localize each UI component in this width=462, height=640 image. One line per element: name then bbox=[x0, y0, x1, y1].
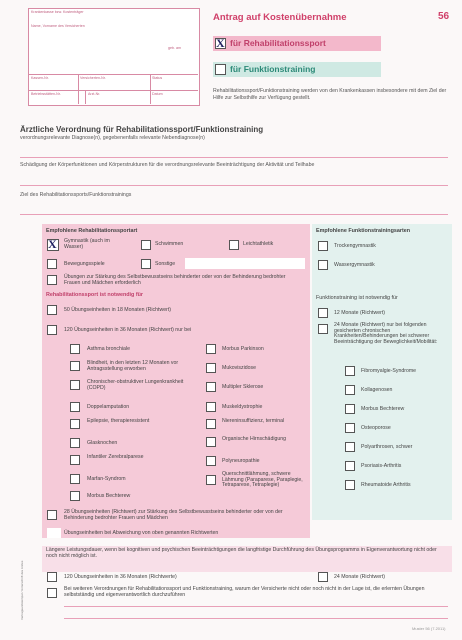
reha-heading: Empfohlene Rehabilitationssportart bbox=[46, 228, 138, 234]
gymnastik-checkbox[interactable] bbox=[47, 239, 59, 251]
kassen-nr-label: Kassen-Nr. bbox=[31, 76, 49, 80]
cond-mid-label: Organische Hirnschädigung bbox=[222, 436, 287, 442]
opt24b-label: 24 Monate (Richtwert) bbox=[334, 574, 386, 580]
cond-left-label: Glasknochen bbox=[87, 440, 118, 446]
betriebsstaetten-label: Betriebsstätten-Nr. bbox=[31, 92, 61, 96]
opt50-label: 50 Übungseinheiten in 18 Monaten (Richtwert) bbox=[64, 307, 171, 313]
opt24-label: 24 Monate (Richtwert) nur bei folgenden gesicherten chronischen Krankheiten/Behinderungen bei schwerer Beeinträchtigung der Beweglichkeit/Mobilität: bbox=[334, 322, 438, 345]
name-label: Name, Vorname des Versicherten bbox=[31, 24, 85, 28]
cond-mid-checkbox[interactable] bbox=[206, 402, 216, 412]
sonstige-input[interactable] bbox=[185, 258, 305, 269]
uebungen-label: Übungen zur Stärkung des Selbstbewusstseins behinderter oder von der Behinderung bedrohter Frauen und Mädchen erforderlich bbox=[64, 274, 286, 286]
trocken-label: Trockengymnastik bbox=[334, 243, 376, 249]
cond-mid-label: Querschnittlähmung, schwere Lähmung (Paraparese, Paraplegie, Tetraparese, Tetraplegie) bbox=[222, 471, 303, 489]
opt120b-checkbox[interactable] bbox=[47, 572, 57, 582]
opt24-checkbox[interactable] bbox=[318, 324, 328, 334]
cond-left-label: Doppelamputation bbox=[87, 404, 130, 410]
leichtathletik-checkbox[interactable] bbox=[229, 240, 239, 250]
gymnastik-label: Gymnastik (auch im Wasser) bbox=[64, 238, 110, 250]
cond-mid-checkbox[interactable] bbox=[206, 382, 216, 392]
wasser-label: Wassergymnastik bbox=[334, 262, 375, 268]
funktion-cond-label: Osteoporose bbox=[361, 425, 391, 431]
opt120b-label: 120 Übungseinheiten in 36 Monaten (Richtwerte) bbox=[64, 574, 177, 580]
cond-left-checkbox[interactable] bbox=[70, 344, 80, 354]
funktion-cond-checkbox[interactable] bbox=[345, 404, 355, 414]
funktion-notwendig: Funktionstraining ist notwendig für bbox=[316, 295, 398, 301]
funktion-cond-label: Kollagenosen bbox=[361, 387, 393, 393]
funktion-heading: Empfohlene Funktionstrainingsarten bbox=[316, 228, 411, 234]
diagnosis-label: verordnungsrelevante Diagnose(n), gegebenenfalls relevante Nebendiagnose(n) bbox=[20, 135, 205, 141]
funktion-cond-checkbox[interactable] bbox=[345, 366, 355, 376]
option-note: Rehabilitationssport/Funktionstraining werden von den Krankenkassen insbesondere mit dem Ziel der Hilfe zur Selbsthilfe zur Verfügung gestellt. bbox=[213, 88, 447, 101]
uebungen28-checkbox[interactable] bbox=[47, 510, 57, 520]
uebungen-checkbox[interactable] bbox=[47, 275, 57, 285]
cond-mid-checkbox[interactable] bbox=[206, 437, 216, 447]
status-label: Status bbox=[152, 76, 163, 80]
cond-left-label: Morbus Bechterew bbox=[87, 493, 131, 499]
cond-mid-checkbox[interactable] bbox=[206, 475, 216, 485]
verordnung-heading: Ärztliche Verordnung für Rehabilitationssport/Funktionstraining bbox=[20, 125, 264, 134]
cond-left-checkbox[interactable] bbox=[70, 491, 80, 501]
reha-notwendig: Rehabilitationssport ist notwendig für bbox=[46, 292, 144, 298]
trocken-checkbox[interactable] bbox=[318, 241, 328, 251]
funktion-cond-label: Psoriasis-Arthritis bbox=[361, 463, 402, 469]
laengere-label: Längere Leistungsdauer, wenn bei kognitiven und psychischen Beeinträchtigungen die langfristige Durchführung des Übungsprogramms in Eigenverantwortung nicht oder noch nicht möglich ist. bbox=[46, 547, 437, 559]
abweichung-input[interactable] bbox=[47, 528, 61, 538]
form-footer: Muster 56 (7.2011) bbox=[412, 626, 446, 631]
cond-mid-label: Mukoviszidose bbox=[222, 365, 257, 371]
funktion-cond-label: Rheumatoide Arthritis bbox=[361, 482, 411, 488]
opt120-label: 120 Übungseinheiten in 36 Monaten (Richtwert) nur bei bbox=[64, 327, 192, 333]
reha-checkbox[interactable] bbox=[215, 38, 226, 49]
cond-left-checkbox[interactable] bbox=[70, 474, 80, 484]
schwimmen-label: Schwimmen bbox=[155, 241, 184, 247]
side-text: Vertragsarztstempel / Unterschrift des Arztes bbox=[20, 560, 24, 620]
krankenkasse-label: Krankenkasse bzw. Kostenträger bbox=[31, 10, 84, 14]
cond-mid-checkbox[interactable] bbox=[206, 419, 216, 429]
cond-left-label: Epilepsie, therapieresistent bbox=[87, 418, 150, 424]
bewegungsspiele-label: Bewegungsspiele bbox=[64, 261, 105, 267]
geb-label: geb. am bbox=[168, 46, 181, 50]
opt24b-checkbox[interactable] bbox=[318, 572, 328, 582]
funktion-cond-checkbox[interactable] bbox=[345, 461, 355, 471]
opt120-checkbox[interactable] bbox=[47, 325, 57, 335]
cond-left-checkbox[interactable] bbox=[70, 361, 80, 371]
opt50-checkbox[interactable] bbox=[47, 305, 57, 315]
weiteren-checkbox[interactable] bbox=[47, 588, 57, 598]
sonstige-checkbox[interactable] bbox=[141, 259, 151, 269]
schwimmen-checkbox[interactable] bbox=[141, 240, 151, 250]
funktion-cond-checkbox[interactable] bbox=[345, 442, 355, 452]
cond-left-checkbox[interactable] bbox=[70, 455, 80, 465]
cond-left-label: Infantiler Zerebralparese bbox=[87, 454, 144, 460]
schaedigung-label: Schädigung der Körperfunktionen und Körperstrukturen für die verordnungsrelevante Beeinträchtigung der Aktivität und Teilhabe bbox=[20, 162, 315, 168]
cond-left-label: Chronischer-obstruktiver Lungenkrankheit (COPD) bbox=[87, 379, 184, 391]
cond-mid-label: Polyneuropathie bbox=[222, 458, 260, 464]
ziel-label: Ziel des Rehabilitationssports/Funktionstrainings bbox=[20, 192, 132, 198]
funktion-cond-checkbox[interactable] bbox=[345, 385, 355, 395]
cond-mid-label: Morbus Parkinson bbox=[222, 346, 264, 352]
cond-left-label: Marfan-Syndrom bbox=[87, 476, 126, 482]
cond-left-label: Blindheit, in den letzten 12 Monaten vor Antragsstellung erworben bbox=[87, 360, 179, 372]
wasser-checkbox[interactable] bbox=[318, 260, 328, 270]
cond-mid-label: Multipler Sklerose bbox=[222, 384, 264, 390]
cond-mid-checkbox[interactable] bbox=[206, 456, 216, 466]
funktion-option-label: für Funktionstraining bbox=[230, 64, 316, 74]
funktion-cond-label: Morbus Bechterew bbox=[361, 406, 405, 412]
cond-mid-checkbox[interactable] bbox=[206, 344, 216, 354]
cond-left-label: Asthma bronchiale bbox=[87, 346, 130, 352]
arzt-nr-label: Arzt-Nr. bbox=[88, 92, 101, 96]
form-number: 56 bbox=[438, 11, 450, 22]
bewegungsspiele-checkbox[interactable] bbox=[47, 259, 57, 269]
opt12-checkbox[interactable] bbox=[318, 308, 328, 318]
abweichung-label: Übungseinheiten bei Abweichung von oben genannten Richtwerten bbox=[64, 530, 219, 536]
leichtathletik-label: Leichtathletik bbox=[243, 241, 274, 247]
weiteren-label: Bei weiteren Verordnungen für Rehabilitationssport und Funktionstraining, warum der Versicherte nicht oder noch nicht in der Lage ist, die erlernten Übungen selbstständig und eigenverantwortlich durchzuführen bbox=[64, 586, 425, 598]
funktion-cond-checkbox[interactable] bbox=[345, 423, 355, 433]
cond-mid-label: Muskeldystrophie bbox=[222, 404, 263, 410]
sonstige-label: Sonstige bbox=[155, 261, 176, 267]
uebungen28-label: 28 Übungseinheiten (Richtwert) zur Stärkung des Selbstbewusstseins behinderter oder von der Behinderung bedrohter Frauen und Mädchen bbox=[64, 509, 283, 521]
reha-option-label: für Rehabilitationssport bbox=[230, 38, 326, 48]
funktion-cond-label: Polyarthrosen, schwer bbox=[361, 444, 413, 450]
funktion-cond-label: Fibromyalgie-Syndrome bbox=[361, 368, 417, 374]
cond-mid-checkbox[interactable] bbox=[206, 363, 216, 373]
cond-left-checkbox[interactable] bbox=[70, 402, 80, 412]
cond-left-checkbox[interactable] bbox=[70, 380, 80, 390]
opt12-label: 12 Monate (Richtwert) bbox=[334, 310, 386, 316]
cond-left-checkbox[interactable] bbox=[70, 438, 80, 448]
cond-mid-label: Niereninsuffizienz, terminal bbox=[222, 418, 285, 424]
versicherten-nr-label: Versicherten-Nr. bbox=[80, 76, 106, 80]
funktion-checkbox[interactable] bbox=[215, 64, 226, 75]
cond-left-checkbox[interactable] bbox=[70, 419, 80, 429]
funktion-cond-checkbox[interactable] bbox=[345, 480, 355, 490]
datum-label: Datum bbox=[152, 92, 163, 96]
form-title: Antrag auf Kostenübernahme bbox=[213, 12, 347, 23]
